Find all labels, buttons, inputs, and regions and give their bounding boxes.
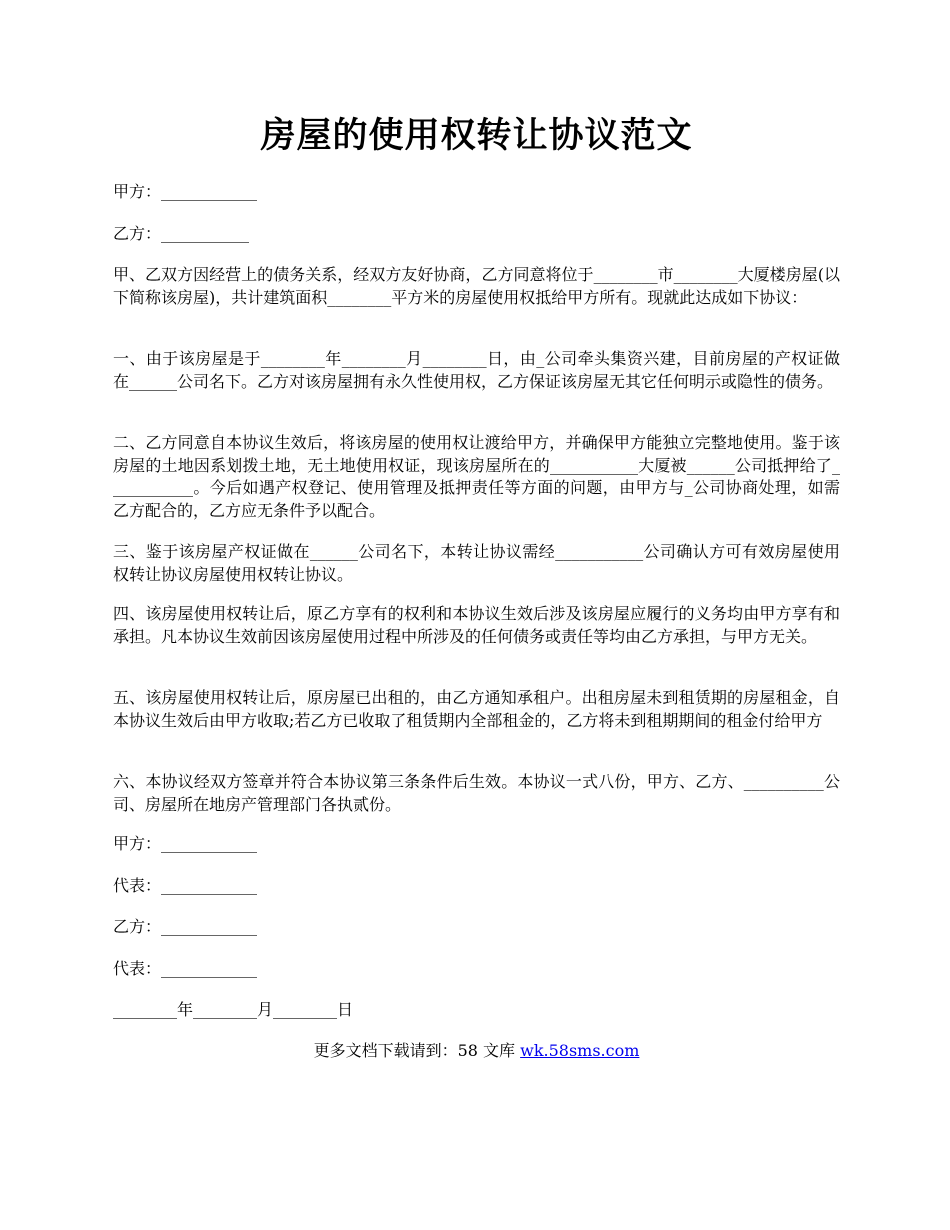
sign-party-a: 甲方：____________	[113, 834, 258, 853]
sign-representative-b: 代表：____________	[113, 959, 258, 978]
clause-4: 四、该房屋使用权转让后，原乙方享有的权利和本协议生效后涉及该房屋应履行的义务均由甲方享有和承担。凡本协议生效前因该房屋使用过程中所涉及的任何债务或责任等均由乙方承担，与甲方无关。	[113, 604, 840, 646]
clause-6: 六、本协议经双方签章并符合本协议第三条条件后生效。本协议一式八份，甲方、乙方、__________公司、房屋所在地房产管理部门各执贰份。	[113, 772, 840, 814]
footer-text: 更多文档下载请到：58 文库	[313, 1041, 521, 1060]
footer-link[interactable]: wk.58sms.com	[520, 1041, 640, 1060]
sign-party-b: 乙方：____________	[113, 917, 258, 936]
intro-paragraph: 甲、乙双方因经营上的债务关系，经双方友好协商，乙方同意将位于________市________大厦楼房屋(以下简称该房屋)，共计建筑面积________平方米的房屋使用权抵给甲方所有。现就此达成如下协议：	[113, 265, 840, 307]
document-title: 房屋的使用权转让协议范文	[260, 115, 693, 156]
clause-5: 五、该房屋使用权转让后，原房屋已出租的，由乙方通知承租户。出租房屋未到租赁期的房屋租金，自本协议生效后由甲方收取;若乙方已收取了租赁期内全部租金的，乙方将未到租期期间的租金付给甲方	[113, 688, 840, 730]
clause-1: 一、由于该房屋是于________年________月________日，由_公司牵头集资兴建，目前房屋的产权证做在______公司名下。乙方对该房屋拥有永久性使用权，乙方保证该房屋无其它任何明示或隐性的债务。	[113, 349, 840, 391]
clause-3: 三、鉴于该房屋产权证做在______公司名下，本转让协议需经___________公司确认方可有效房屋使用权转让协议房屋使用权转让协议。	[113, 542, 840, 584]
footer	[113, 1040, 840, 1062]
party-b-line: 乙方：___________	[113, 224, 250, 243]
party-a-line: 甲方：____________	[113, 182, 258, 201]
clause-2: 二、乙方同意自本协议生效后，将该房屋的使用权让渡给甲方，并确保甲方能独立完整地使用。鉴于该房屋的土地因系划拨土地，无土地使用权证，现该房屋所在的___________大厦被______公司抵押给了___________。今后如遇产权登记、使用管理及抵押责任等方面的问题，由甲方与_公司协商处理，如需乙方配合的，乙方应无条件予以配合。	[113, 433, 840, 520]
sign-date: ________年________月________日	[113, 1000, 354, 1019]
sign-representative-a: 代表：____________	[113, 876, 258, 895]
